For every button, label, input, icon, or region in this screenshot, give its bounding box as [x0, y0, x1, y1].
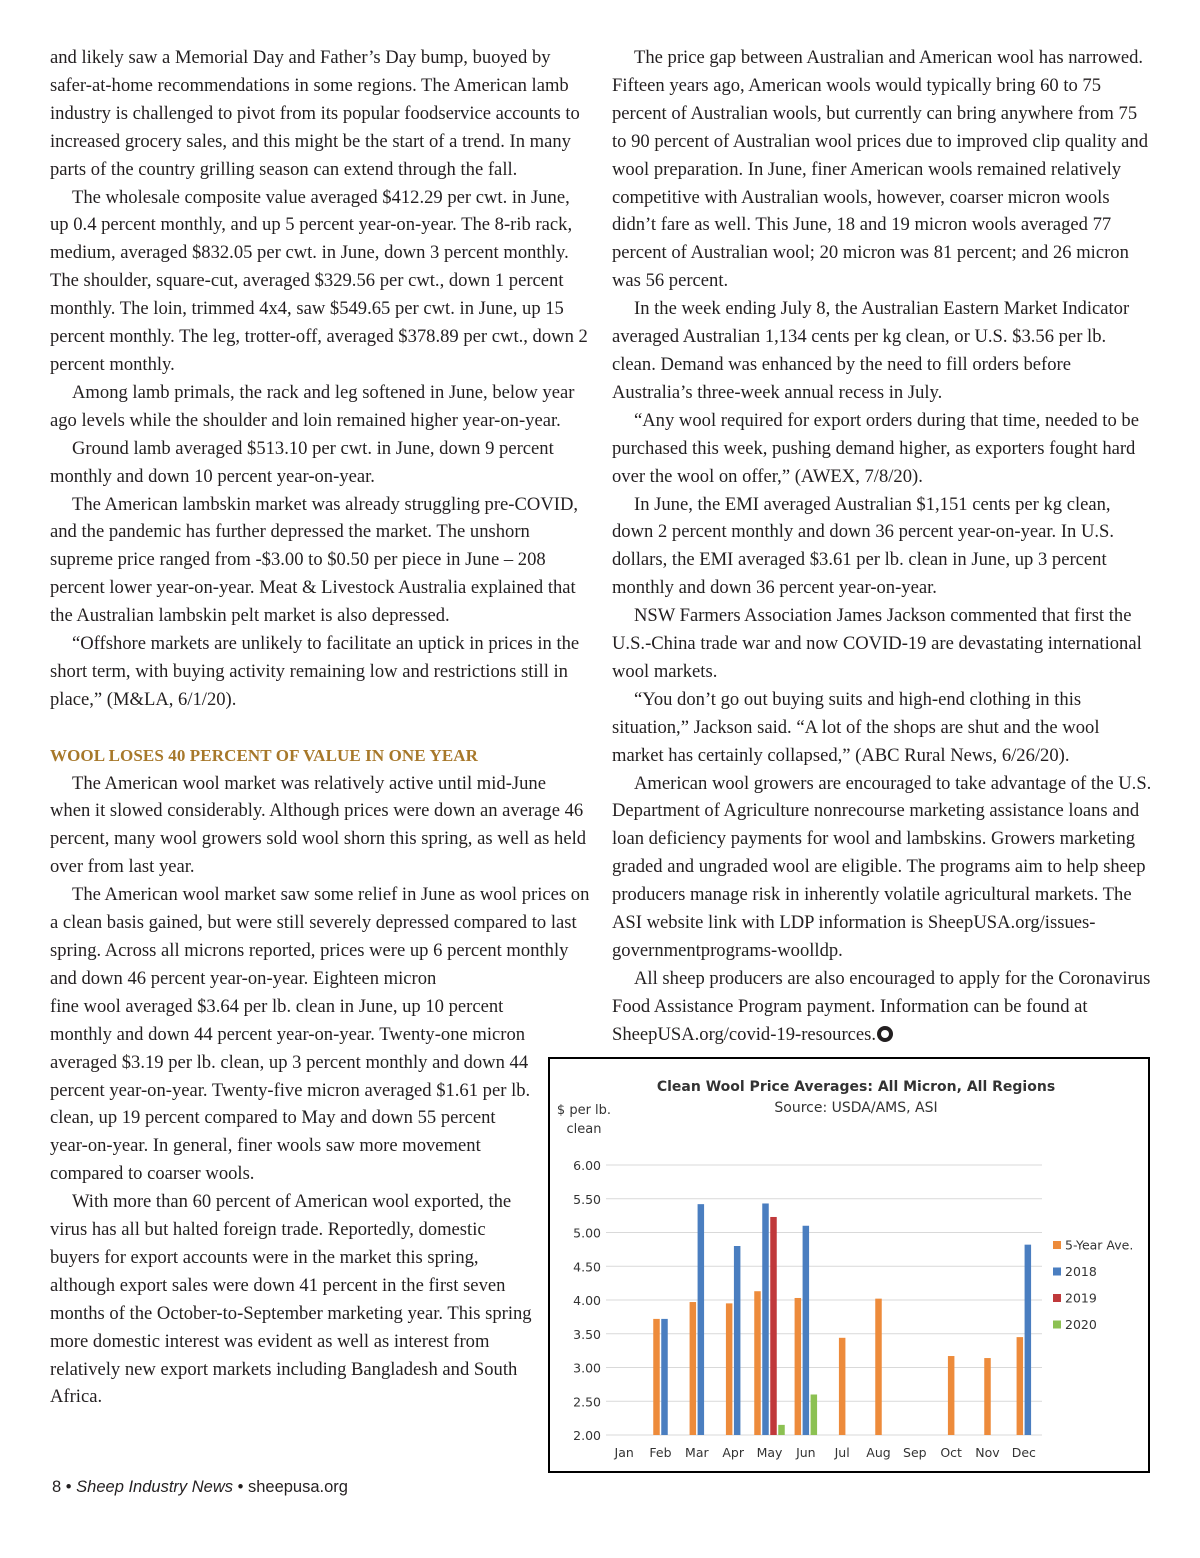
bar-5-year-ave--oct	[948, 1356, 955, 1435]
footer-bullet: •	[65, 1478, 72, 1496]
bar-5-year-ave--mar	[690, 1302, 697, 1435]
article-paragraph: With more than 60 percent of American wool exported, the virus has all but halted foreign trade. Reportedly, domestic buyers for export accounts were in the market this spring, although export sales were down 41 percent in the first seven months of the October-to-September marketing year. This spring more domestic interest was evident as well as interest from relatively new export markets including Bangladesh and South Africa.	[50, 1191, 532, 1408]
bar-2018-may	[762, 1203, 769, 1435]
x-tick-label: Feb	[649, 1445, 672, 1460]
article-paragraph: In the week ending July 8, the Australian Eastern Market Indicator averaged Australian 1,134 cents per kg clean, or U.S. $3.56 per lb. clean. Demand was enhanced by the need to fill orders before Australia’s three-week annual recess in July.	[612, 298, 1130, 403]
left-paragraphs-bottom	[50, 993, 538, 1412]
article-paragraph: Ground lamb averaged $513.10 per cwt. in June, down 9 percent monthly and down 10 percent year-on-year.	[50, 437, 554, 487]
bar-5-year-ave--aug	[875, 1299, 882, 1435]
chart-legend	[1053, 1238, 1133, 1333]
section-heading: WOOL LOSES 40 PERCENT OF VALUE IN ONE YEAR	[50, 745, 479, 765]
x-tick-label: Nov	[975, 1445, 1000, 1460]
chart-canvas	[550, 1059, 1148, 1471]
article-paragraph: NSW Farmers Association James Jackson commented that first the U.S.-China trade war and now COVID-19 are devastating international wool markets.	[612, 605, 1142, 682]
y-tick-label: 5.00	[573, 1225, 601, 1241]
x-tick-label: Jan	[614, 1445, 634, 1460]
bar-2018-feb	[661, 1319, 668, 1435]
x-tick-label: Dec	[1011, 1445, 1036, 1460]
x-tick-label: Oct	[940, 1445, 962, 1460]
y-tick-label: 3.50	[573, 1326, 601, 1342]
chart-bars	[653, 1203, 1031, 1435]
article-paragraph: “Any wool required for export orders during that time, needed to be purchased this week, pushing demand higher, as exporters fought hard over the wool on offer,” (AWEX, 7/8/20).	[612, 409, 1139, 487]
article-paragraph: American wool growers are encouraged to take advantage of the U.S. Department of Agriculture nonrecourse marketing assistance loans and loan deficiency payments for wool and lambskins. Growers marketing graded and ungraded wool are eligible. The programs aim to help sheep producers manage risk in inherently volatile agricultural markets. The ASI website link with LDP information is SheepUSA.org/issues-governmentprograms-woolldp.	[612, 772, 1152, 961]
bar-5-year-ave--may	[754, 1291, 761, 1435]
legend-label: 2019	[1065, 1290, 1097, 1306]
left-paragraphs-top	[50, 44, 590, 714]
right-column	[612, 44, 1152, 1049]
chart-subtitle: Source: USDA/AMS, ASI	[774, 1100, 938, 1116]
x-tick-label: Apr	[722, 1445, 744, 1460]
bar-2018-mar	[698, 1204, 705, 1435]
legend-swatch	[1053, 1294, 1061, 1302]
final-paragraph-text: All sheep producers are also encouraged to apply for the Coronavirus Food Assistance Program payment. Information can be found at SheepUSA.org/covid-19-resources.	[612, 967, 1151, 1045]
bar-5-year-ave--nov	[984, 1358, 991, 1435]
y-tick-label: 2.00	[573, 1428, 601, 1443]
bar-5-year-ave--jul	[839, 1338, 846, 1435]
x-tick-label: May	[756, 1445, 783, 1460]
legend-label: 2020	[1065, 1317, 1097, 1332]
article-paragraph: The American wool market saw some relief in June as wool prices on a clean basis gained, but were still severely depressed compared to last spring. Across all microns reported, prices were up 6 percent monthly and down 46 percent year-on-year. Eighteen micron	[50, 884, 590, 989]
publication-name: Sheep Industry News	[76, 1478, 233, 1496]
y-axis-label-line1: $ per lb.	[556, 1103, 612, 1118]
article-paragraph: “You don’t go out buying suits and high-end clothing in this situation,” Jackson said. “A lot of the shops are shut and the wool market has certainly collapsed,” (ABC Rural News, 6/26/20).	[612, 688, 1100, 766]
y-axis-ticks	[573, 1158, 601, 1443]
y-axis-label-line2: clean	[566, 1122, 602, 1137]
article-paragraph: fine wool averaged $3.64 per lb. clean in June, up 10 percent monthly and down 44 percent year-on-year. Twenty-one micron averaged $3.19 per lb. clean, up 3 percent monthly and down 44 percent year-on-year. Twenty-five micron averaged $1.61 per lb. clean, up 19 percent compared to May and down 55 percent year-on-year. In general, finer wools saw more movement compared to coarser wools.	[50, 995, 531, 1185]
bar-5-year-ave--dec	[1017, 1337, 1024, 1435]
legend-label: 5-Year Ave.	[1065, 1237, 1134, 1253]
bar-2018-dec	[1025, 1245, 1032, 1435]
legend-swatch	[1053, 1268, 1061, 1276]
right-paragraphs	[612, 44, 1152, 965]
y-tick-label: 4.00	[573, 1293, 601, 1308]
article-paragraph: “Offshore markets are unlikely to facilitate an uptick in prices in the short term, with buying activity remaining low and restrictions still in place,” (M&LA, 6/1/20).	[50, 633, 580, 710]
y-tick-label: 4.50	[573, 1259, 601, 1275]
legend-swatch	[1053, 1241, 1061, 1249]
x-tick-label: Mar	[685, 1445, 709, 1460]
bar-5-year-ave--apr	[726, 1303, 733, 1435]
y-tick-label: 6.00	[573, 1158, 601, 1173]
x-tick-label: Jul	[834, 1445, 850, 1460]
article-paragraph: In June, the EMI averaged Australian $1,151 cents per kg clean, down 2 percent monthly and down 36 percent year-on-year. In U.S. dollars, the EMI averaged $3.61 per lb. clean in June, up 3 percent monthly and down 36 percent year-on-year.	[612, 493, 1115, 599]
article-paragraph: The price gap between Australian and American wool has narrowed. Fifteen years ago, American wools would typically bring 60 to 75 percent of Australian wools, but currently can bring anywhere from 75 to 90 percent of Australian wool prices due to improved clip quality and wool preparation. In June, finer American wools remained relatively competitive with Australian wools, however, coarser micron wools didn’t fare as well. This June, 18 and 19 micron wools averaged 77 percent of Australian wool; 20 micron was 81 percent; and 26 micron was 56 percent.	[612, 47, 1148, 292]
footer-bullet-2: •	[237, 1478, 244, 1496]
y-tick-label: 2.50	[573, 1394, 601, 1410]
end-of-article-icon	[877, 1026, 893, 1042]
x-axis-ticks	[614, 1445, 1037, 1460]
legend-label: 2018	[1065, 1264, 1097, 1279]
article-paragraph: The American lambskin market was already struggling pre-COVID, and the pandemic has further depressed the market. The unshorn supreme price ranged from -$3.00 to $0.50 per piece in June – 208 percent lower year-on-year. Meat & Livestock Australia explained that the Australian lambskin pelt market is also depressed.	[50, 493, 579, 627]
bar-5-year-ave--jun	[795, 1298, 802, 1435]
y-tick-label: 5.50	[573, 1191, 601, 1207]
chart-gridlines	[606, 1165, 1042, 1435]
legend-swatch	[1053, 1321, 1061, 1329]
x-tick-label: Aug	[866, 1445, 891, 1460]
bar-2019-may	[770, 1217, 777, 1435]
article-paragraph: Among lamb primals, the rack and leg softened in June, below year ago levels while the shoulder and loin remained higher year-on-year.	[50, 381, 575, 431]
left-paragraphs-middle	[50, 770, 590, 993]
page-number: 8	[52, 1478, 62, 1496]
y-tick-label: 3.00	[573, 1360, 601, 1376]
article-paragraph-final	[612, 965, 1152, 1049]
bar-2020-jun	[811, 1395, 818, 1436]
page-footer	[52, 1478, 348, 1497]
left-column	[50, 44, 590, 1411]
article-paragraph: and likely saw a Memorial Day and Father’s Day bump, buoyed by safer-at-home recommendations in some regions. The American lamb industry is challenged to pivot from its popular foodservice accounts to increased grocery sales, and this might be the start of a trend. In many parts of the country grilling season can extend through the fall.	[50, 47, 580, 180]
bar-2018-jun	[803, 1226, 810, 1435]
article-paragraph: The wholesale composite value averaged $412.29 per cwt. in June, up 0.4 percent monthly, and up 5 percent year-on-year. The 8-rib rack, medium, averaged $832.05 per cwt. in June, down 3 percent monthly. The shoulder, square-cut, averaged $329.56 per cwt., down 1 percent monthly. The loin, trimmed 4x4, saw $549.65 per cwt. in June, up 15 percent monthly. The leg, trotter-off, averaged $378.89 per cwt., down 2 percent monthly.	[50, 186, 588, 375]
wool-price-chart	[548, 1057, 1150, 1473]
bar-2018-apr	[734, 1246, 741, 1435]
x-tick-label: Sep	[903, 1445, 927, 1460]
bar-2020-may	[778, 1425, 785, 1435]
x-tick-label: Jun	[796, 1445, 816, 1460]
article-paragraph: The American wool market was relatively active until mid-June when it slowed considerably. Although prices were down an average 46 percent, many wool growers sold wool shorn this spring, as well as held over from last year.	[50, 772, 587, 878]
bar-5-year-ave--feb	[653, 1319, 660, 1435]
chart-title: Clean Wool Price Averages: All Micron, All Regions	[656, 1079, 1056, 1095]
website-url: sheepusa.org	[247, 1478, 348, 1496]
